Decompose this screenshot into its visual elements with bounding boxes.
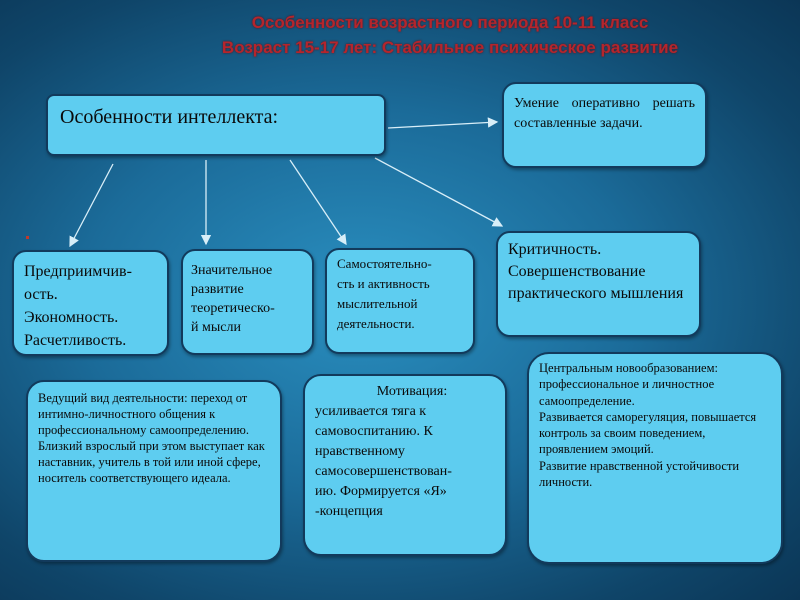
- motivation-box: [303, 374, 507, 556]
- independence-box: [325, 248, 475, 354]
- enterprise-box: [12, 250, 169, 356]
- title-line-2: Возраст 15-17 лет: Стабильное психическое развитие: [221, 38, 679, 57]
- task-solving-text: Умение оперативно решать составленные задачи.: [514, 96, 695, 131]
- arrow-to-thrift: [70, 164, 113, 246]
- central-formation-text: Центральным новообразованием: профессиональное и личностное самоопределение. Развивается саморегуляция, повышается контроль за своим поведением, проявлением эмоций. Развитие нравственной устойчивости личности.: [539, 361, 757, 490]
- task-solving-box: [502, 82, 707, 168]
- intellect-features-box: [46, 94, 386, 156]
- theoretical-thinking-box: [181, 249, 314, 355]
- criticality-box: [496, 231, 701, 337]
- intellect-features-text: Особенности интеллекта:: [60, 106, 279, 128]
- arrow-to-independence: [290, 160, 346, 244]
- title-line-1: Особенности возрастного периода 10-11 класс: [251, 13, 649, 32]
- independence-text: Самостоятельно- сть и активность мыслительной деятельности.: [337, 256, 432, 331]
- stray-dot: [26, 236, 29, 239]
- criticality-text: Критичность. Совершенствование практического мышления: [508, 241, 684, 302]
- central-formation-box: [527, 352, 783, 564]
- arrow-to-criticality: [375, 158, 502, 226]
- arrow-to-task: [388, 122, 497, 128]
- theoretical-thinking-text: Значительное развитие теоретическо- й мысли: [191, 263, 275, 335]
- leading-activity-text: Ведущий вид деятельности: переход от интимно-личностного общения к профессиональному самоопределению. Близкий взрослый при этом выступает как наставник, учитель в той или иной сфере, носитель соответствующего идеала.: [38, 391, 265, 485]
- leading-activity-box: [26, 380, 282, 562]
- motivation-heading: Мотивация:: [376, 384, 448, 399]
- motivation-text: усиливается тяга к самовоспитанию. К нравственному самосовершенствован- ию. Формируется «Я» -концепция: [315, 404, 452, 519]
- enterprise-text: Предприимчив- ость. Экономность. Расчетливость.: [24, 263, 132, 349]
